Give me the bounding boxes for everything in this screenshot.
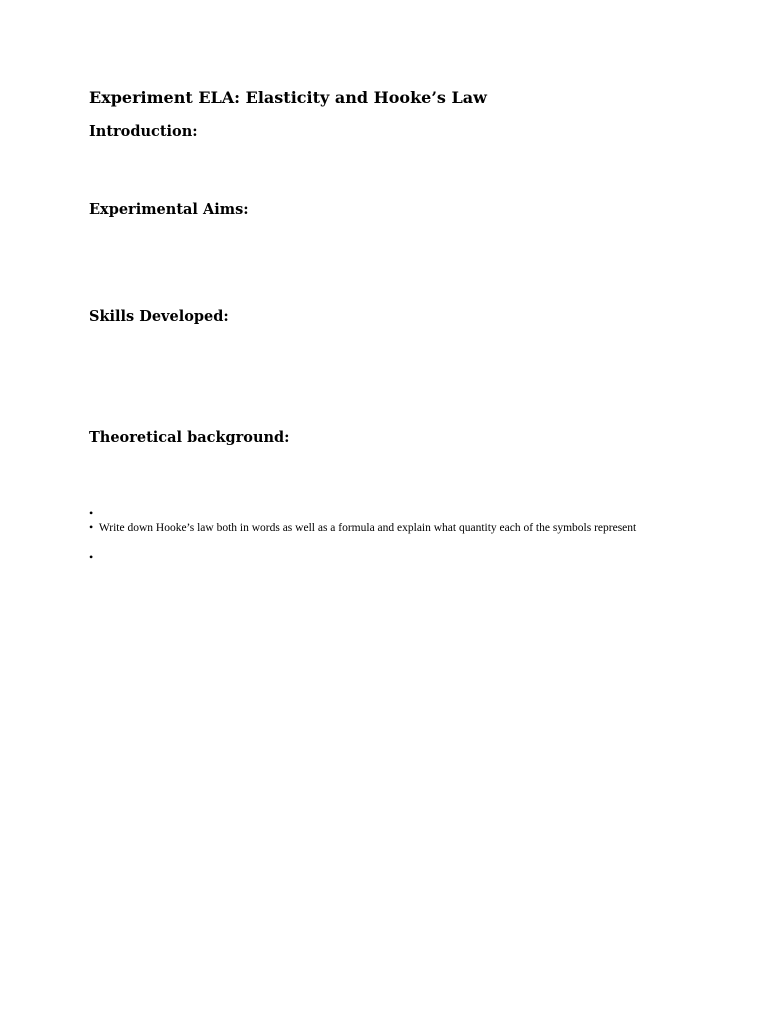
bullet-list-item	[89, 550, 96, 565]
section-heading-theoretical-background: Theoretical background:	[89, 429, 290, 446]
bullet-icon: •	[89, 550, 94, 564]
bullet-text: Write down Hooke’s law both in words as well as a formula and explain what quantity each of the symbols represent	[98, 522, 637, 534]
document-title: Experiment ELA: Elasticity and Hooke’s Law	[89, 88, 487, 107]
bullet-icon: •	[89, 506, 94, 520]
section-heading-skills-developed: Skills Developed:	[89, 308, 229, 325]
section-heading-experimental-aims: Experimental Aims:	[89, 201, 249, 218]
bullet-list-item	[89, 506, 96, 521]
bullet-icon: •	[89, 520, 94, 534]
section-heading-introduction: Introduction:	[89, 123, 198, 140]
bullet-list-item	[89, 520, 636, 535]
